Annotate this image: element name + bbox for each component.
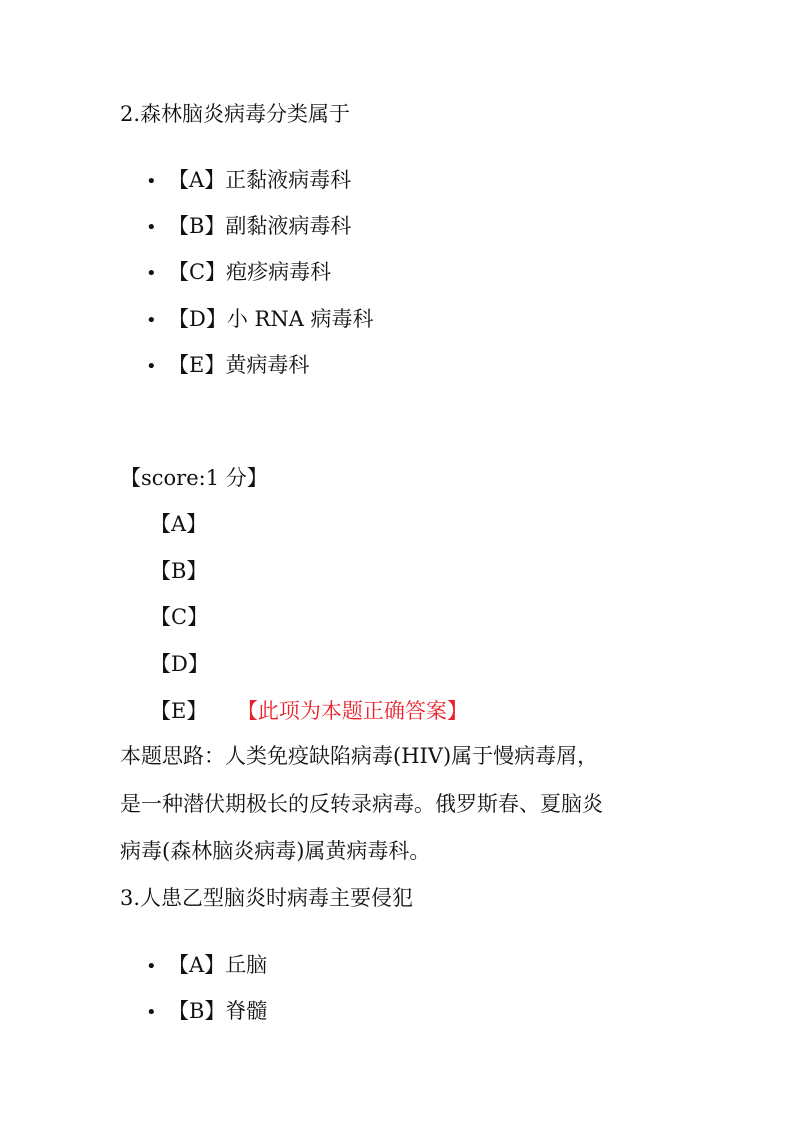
- correct-answer-tag: 【此项为本题正确答案】: [247, 699, 468, 723]
- option-text: 【A】正黏液病毒科: [168, 168, 352, 192]
- answer-e-label: 【E】: [150, 699, 208, 723]
- question-2-title: 2.森林脑炎病毒分类属于: [120, 102, 351, 126]
- answer-b: 【B】: [150, 559, 208, 583]
- answer-a: 【A】: [150, 512, 208, 536]
- score-label: 【score:1 分】: [120, 466, 268, 490]
- question-3-option-b: [146, 997, 267, 1027]
- question-2-option-b: [146, 212, 351, 242]
- explanation-line-2: 是一种潜伏期极长的反转录病毒。俄罗斯春、夏脑炎: [120, 792, 603, 816]
- bullet-icon: •: [146, 171, 157, 192]
- bullet-icon: •: [146, 263, 157, 284]
- option-text: 【D】小 RNA 病毒科: [168, 307, 374, 331]
- question-2-option-e: [146, 351, 309, 381]
- explanation-line-1: 本题思路：人类免疫缺陷病毒(HIV)属于慢病毒屑，: [120, 744, 599, 768]
- answer-d: 【D】: [150, 652, 209, 676]
- option-text: 【A】丘脑: [168, 953, 268, 977]
- answer-e: [150, 697, 468, 725]
- bullet-icon: •: [146, 1002, 157, 1023]
- bullet-icon: •: [146, 310, 157, 331]
- bullet-icon: •: [146, 956, 157, 977]
- question-2-option-c: [146, 258, 331, 288]
- question-2-option-d: [146, 305, 374, 335]
- option-text: 【B】副黏液病毒科: [168, 214, 352, 238]
- bullet-icon: •: [146, 217, 157, 238]
- bullet-icon: •: [146, 356, 157, 377]
- option-text: 【E】黄病毒科: [168, 353, 310, 377]
- question-3-title: 3.人患乙型脑炎时病毒主要侵犯: [120, 886, 414, 910]
- question-2-option-a: [146, 166, 351, 196]
- question-3-option-a: [146, 951, 267, 981]
- option-text: 【B】脊髓: [168, 999, 268, 1023]
- explanation-line-3: 病毒(森林脑炎病毒)属黄病毒科。: [120, 839, 431, 863]
- option-text: 【C】疱疹病毒科: [168, 260, 332, 284]
- answer-c: 【C】: [150, 605, 209, 629]
